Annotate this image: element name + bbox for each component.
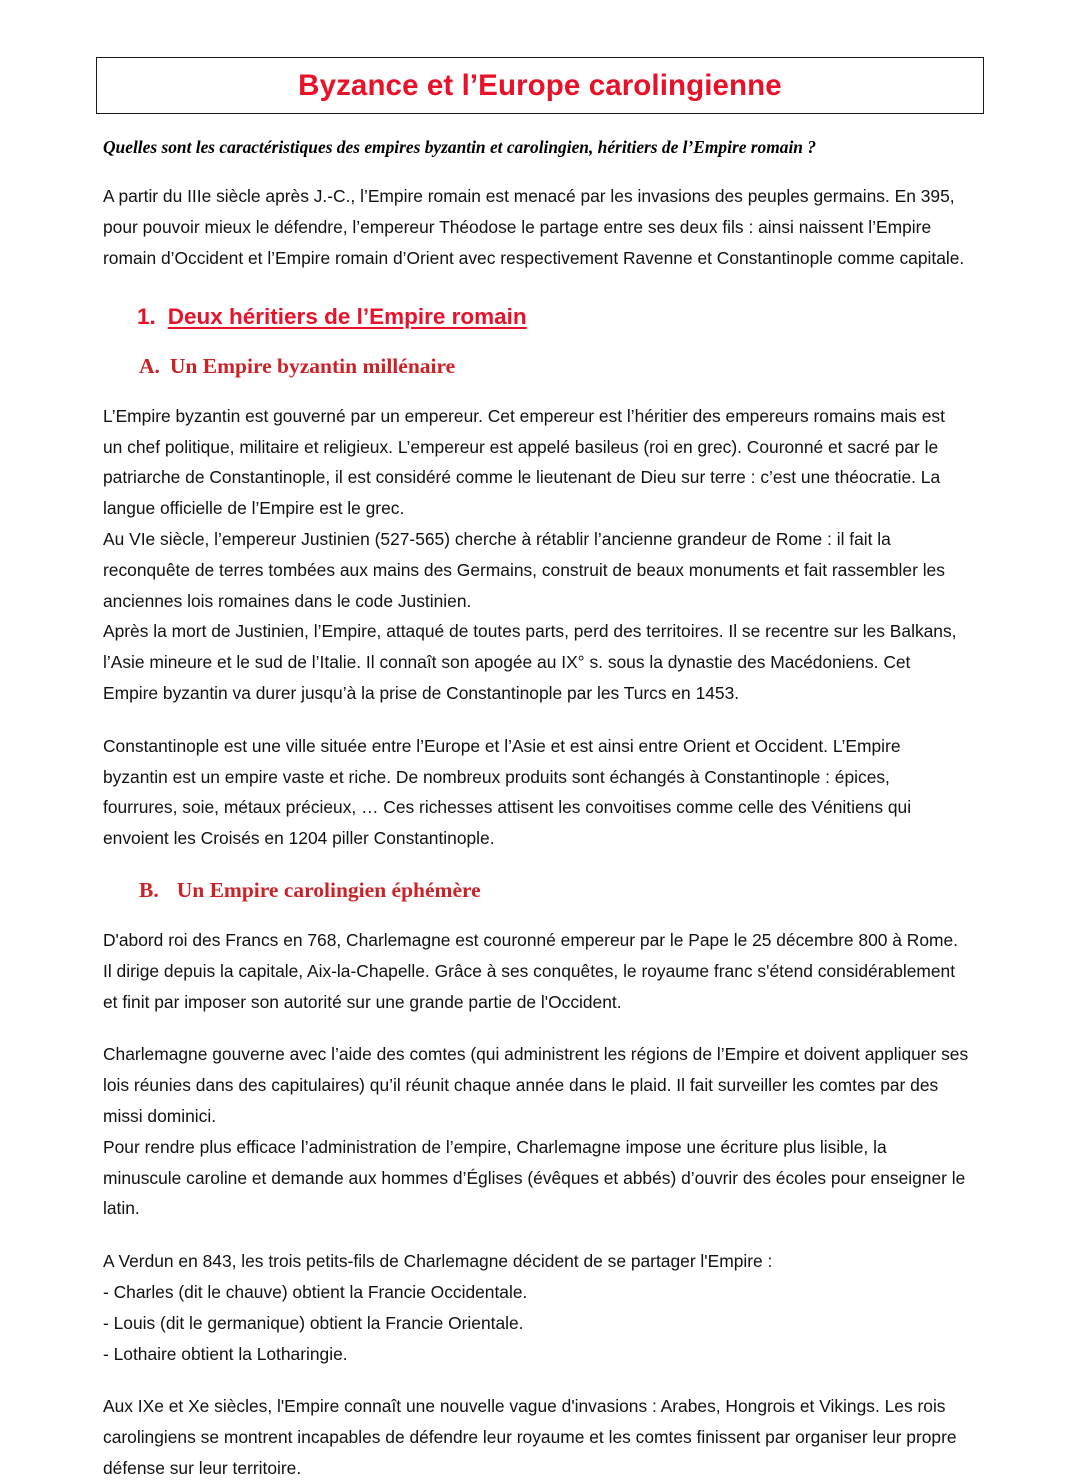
spacer: [103, 1224, 969, 1246]
subsection-b-title: Un Empire carolingien éphémère: [176, 878, 481, 903]
spacer: [103, 903, 969, 925]
paragraph: D'abord roi des Francs en 768, Charlemagne est couronné empereur par le Pape le 25 décembre 800 à Rome. Il dirige depuis la capitale, Aix-la-Chapelle. Grâce à ses conquêtes, le royaume franc s'étend considérablement et finit par imposer son autorité sur une grande partie de l'Occident.: [103, 930, 958, 1012]
spacer: [103, 709, 969, 731]
list-item: - Louis (dit le germanique) obtient la Francie Orientale.: [103, 1312, 524, 1333]
list-item: - Charles (dit le chauve) obtient la Francie Occidentale.: [103, 1282, 528, 1302]
intro-paragraph: A partir du IIIe siècle après J.-C., l’Empire romain est menacé par les invasions des peuples germains. En 395, pour pouvoir mieux le défendre, l’empereur Théodose le partage entre ses deux fils : ainsi naissent l’Empire romain d’Occident et l’Empire romain d’Orient avec respectivement Ravenne et Constantinople comme capitale.: [103, 186, 965, 269]
paragraph: Au VIe siècle, l’empereur Justinien (527-565) cherche à rétablir l’ancienne grandeur de Rome : il fait la reconquête de terres tombées aux mains des Germains, construit de beaux monuments et fait rassembler les anciennes lois romaines dans le code Justinien.: [103, 529, 945, 611]
section-1-title: Deux héritiers de l’Empire romain: [167, 303, 527, 329]
subsection-a-title: Un Empire byzantin millénaire: [169, 353, 456, 378]
subsection-b-text-block: [103, 1039, 969, 1224]
list-item: - Lothaire obtient la Lotharingie.: [103, 1343, 348, 1364]
paragraph: Après la mort de Justinien, l’Empire, attaqué de toutes parts, perd des territoires. Il se recentre sur les Balkans, l’Asie mineure et le sud de l’Italie. Il connaît son apogée au IX° s. sous la dynastie des Macédoniens. Cet Empire byzantin va durer jusqu’à la prise de Constantinople par les Turcs en 1453.: [103, 621, 957, 704]
paragraph: Charlemagne gouverne avec l’aide des comtes (qui administrent les régions de l’Empire et doivent appliquer ses lois réunies dans des capitulaires) qu’il réunit chaque année dans le plaid. Il fait surveiller les comtes par des missi dominici.: [103, 1044, 969, 1127]
spacer: [103, 379, 969, 401]
subsection-a-text-block: [103, 401, 969, 709]
page-title: Byzance et l’Europe carolingienne: [298, 68, 782, 102]
subsection-b-letter: B.: [139, 878, 159, 903]
paragraph: Aux IXe et Xe siècles, l'Empire connaît une nouvelle vague d'invasions : Arabes, Hongrois et Vikings. Les rois carolingiens se montrent incapables de défendre leur royaume et les comtes finissent par organiser leur propre défense sur leur territoire.: [103, 1396, 957, 1478]
paragraph: A Verdun en 843, les trois petits-fils de Charlemagne décident de se partager l'Empire :: [103, 1251, 773, 1272]
partage-verdun-block: [103, 1246, 969, 1369]
subsection-a-letter: A.: [139, 353, 160, 378]
heading-section-1: [137, 304, 969, 330]
paragraph: Pour rendre plus efficace l’administration de l’empire, Charlemagne impose une écriture plus lisible, la minuscule caroline et demande aux hommes d’Églises (évêques et abbés) d’ouvrir des écoles pour enseigner le latin.: [103, 1136, 966, 1219]
document-title-box: [96, 57, 984, 114]
paragraph: Constantinople est une ville située entre l’Europe et l’Asie et est ainsi entre Orient et Occident. L’Empire byzantin est un empire vaste et riche. De nombreux produits sont échangés à Constantinople : épices, fourrures, soie, métaux précieux, … Ces richesses attisent les convoitises comme celle des Vénitiens qui envoient les Croisés en 1204 piller Constantinople.: [103, 735, 912, 849]
section-1-number: 1.: [137, 303, 156, 329]
spacer: [103, 1017, 969, 1039]
document-body: [103, 136, 969, 1484]
problematique-statement: Quelles sont les caractéristiques des empires byzantin et carolingien, héritiers de l’Empire romain ?: [103, 137, 817, 157]
heading-subsection-a: [139, 354, 969, 379]
spacer: [103, 1369, 969, 1391]
heading-subsection-b: [139, 878, 969, 903]
paragraph: L’Empire byzantin est gouverné par un empereur. Cet empereur est l’héritier des empereurs romains mais est un chef politique, militaire et religieux. L’empereur est appelé basileus (roi en grec). Couronné et sacré par le patriarche de Constantinople, il est considéré comme le lieutenant de Dieu sur terre : c’est une théocratie. La langue officielle de l’Empire est le grec.: [103, 405, 945, 519]
